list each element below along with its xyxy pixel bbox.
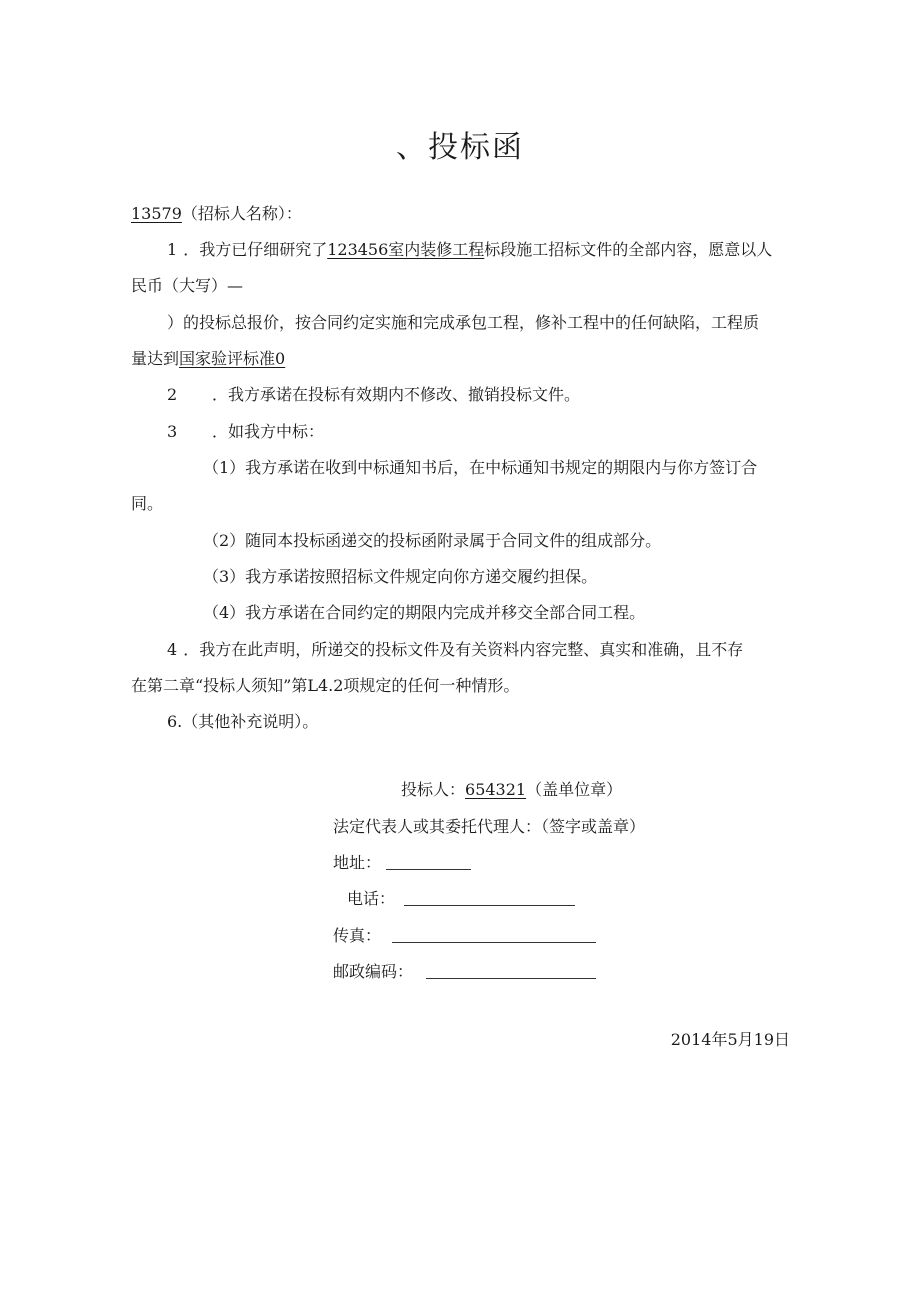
item-1-line-4 — [131, 348, 285, 370]
fax-blank[interactable] — [392, 928, 596, 943]
addressee-suffix: （招标人名称）： — [181, 204, 302, 223]
address-label: 地址： — [333, 853, 382, 872]
bidder-suffix: （盖单位章） — [526, 780, 623, 799]
item-1-text-cont: 标段施工招标文件的全部内容，愿意以人 — [484, 240, 773, 259]
item-6-line: 6.（其他补充说明）。 — [167, 712, 319, 731]
bidder-label: 投标人： — [401, 780, 466, 799]
item-1-number: 1 — [167, 240, 178, 259]
item-1-line-2: 民币（大写）— — [131, 276, 244, 295]
item-4-number: 4 — [167, 640, 178, 659]
project-name: 123456室内装修工程 — [327, 240, 485, 259]
item-4-text: ．我方在此声明，所递交的投标文件及有关资料内容完整、真实和准确，且不存 — [183, 640, 744, 659]
quality-standard: 国家验评标准0 — [179, 349, 286, 368]
item-4-line-2: 在第二章“投标人须知”第L4.2项规定的任何一种情形。 — [131, 676, 520, 695]
phone-blank[interactable] — [404, 891, 575, 906]
phone-label: 电话： — [347, 889, 396, 908]
document-date: 2014年5月19日 — [670, 1030, 790, 1049]
postcode-label: 邮政编码： — [333, 962, 414, 981]
item-1-line-3: ）的投标总报价，按合同约定实施和完成承包工程，修补工程中的任何缺陷，工程质 — [167, 313, 760, 332]
item-2-number: 2 — [167, 385, 178, 404]
quality-label: 量达到 — [131, 349, 180, 368]
item-2-text: ．我方承诺在投标有效期内不修改、撤销投标文件。 — [212, 385, 581, 404]
address-blank[interactable] — [386, 855, 471, 870]
item-3-number: 3 — [167, 422, 178, 441]
fax-label: 传真： — [333, 926, 382, 945]
postcode-blank[interactable] — [426, 964, 596, 979]
item-3-sub-3: （3）我方承诺按照招标文件规定向你方递交履约担保。 — [203, 567, 598, 586]
item-1-line-1 — [167, 239, 772, 261]
tenderer-name: 13579 — [131, 204, 182, 223]
addressee-line — [131, 203, 302, 225]
item-1-text: ．我方已仔细研究了 — [183, 240, 328, 259]
bidder-name: 654321 — [465, 780, 527, 799]
representative-line: 法定代表人或其委托代理人：（签字或盖章） — [333, 817, 646, 836]
item-3-sub-4: （4）我方承诺在合同约定的期限内完成并移交全部合同工程。 — [203, 603, 646, 622]
item-3-text: ．如我方中标： — [212, 422, 325, 441]
bidder-line — [401, 779, 622, 801]
item-4-line-1 — [167, 639, 743, 661]
page-title: 、投标函 — [396, 130, 524, 165]
item-3-sub-2: （2）随同本投标函递交的投标函附录属于合同文件的组成部分。 — [203, 531, 662, 550]
item-3-sub-1: （1）我方承诺在收到中标通知书后，在中标通知书规定的期限内与你方签订合 — [203, 458, 758, 477]
item-3-sub-1-cont: 同。 — [131, 494, 164, 513]
